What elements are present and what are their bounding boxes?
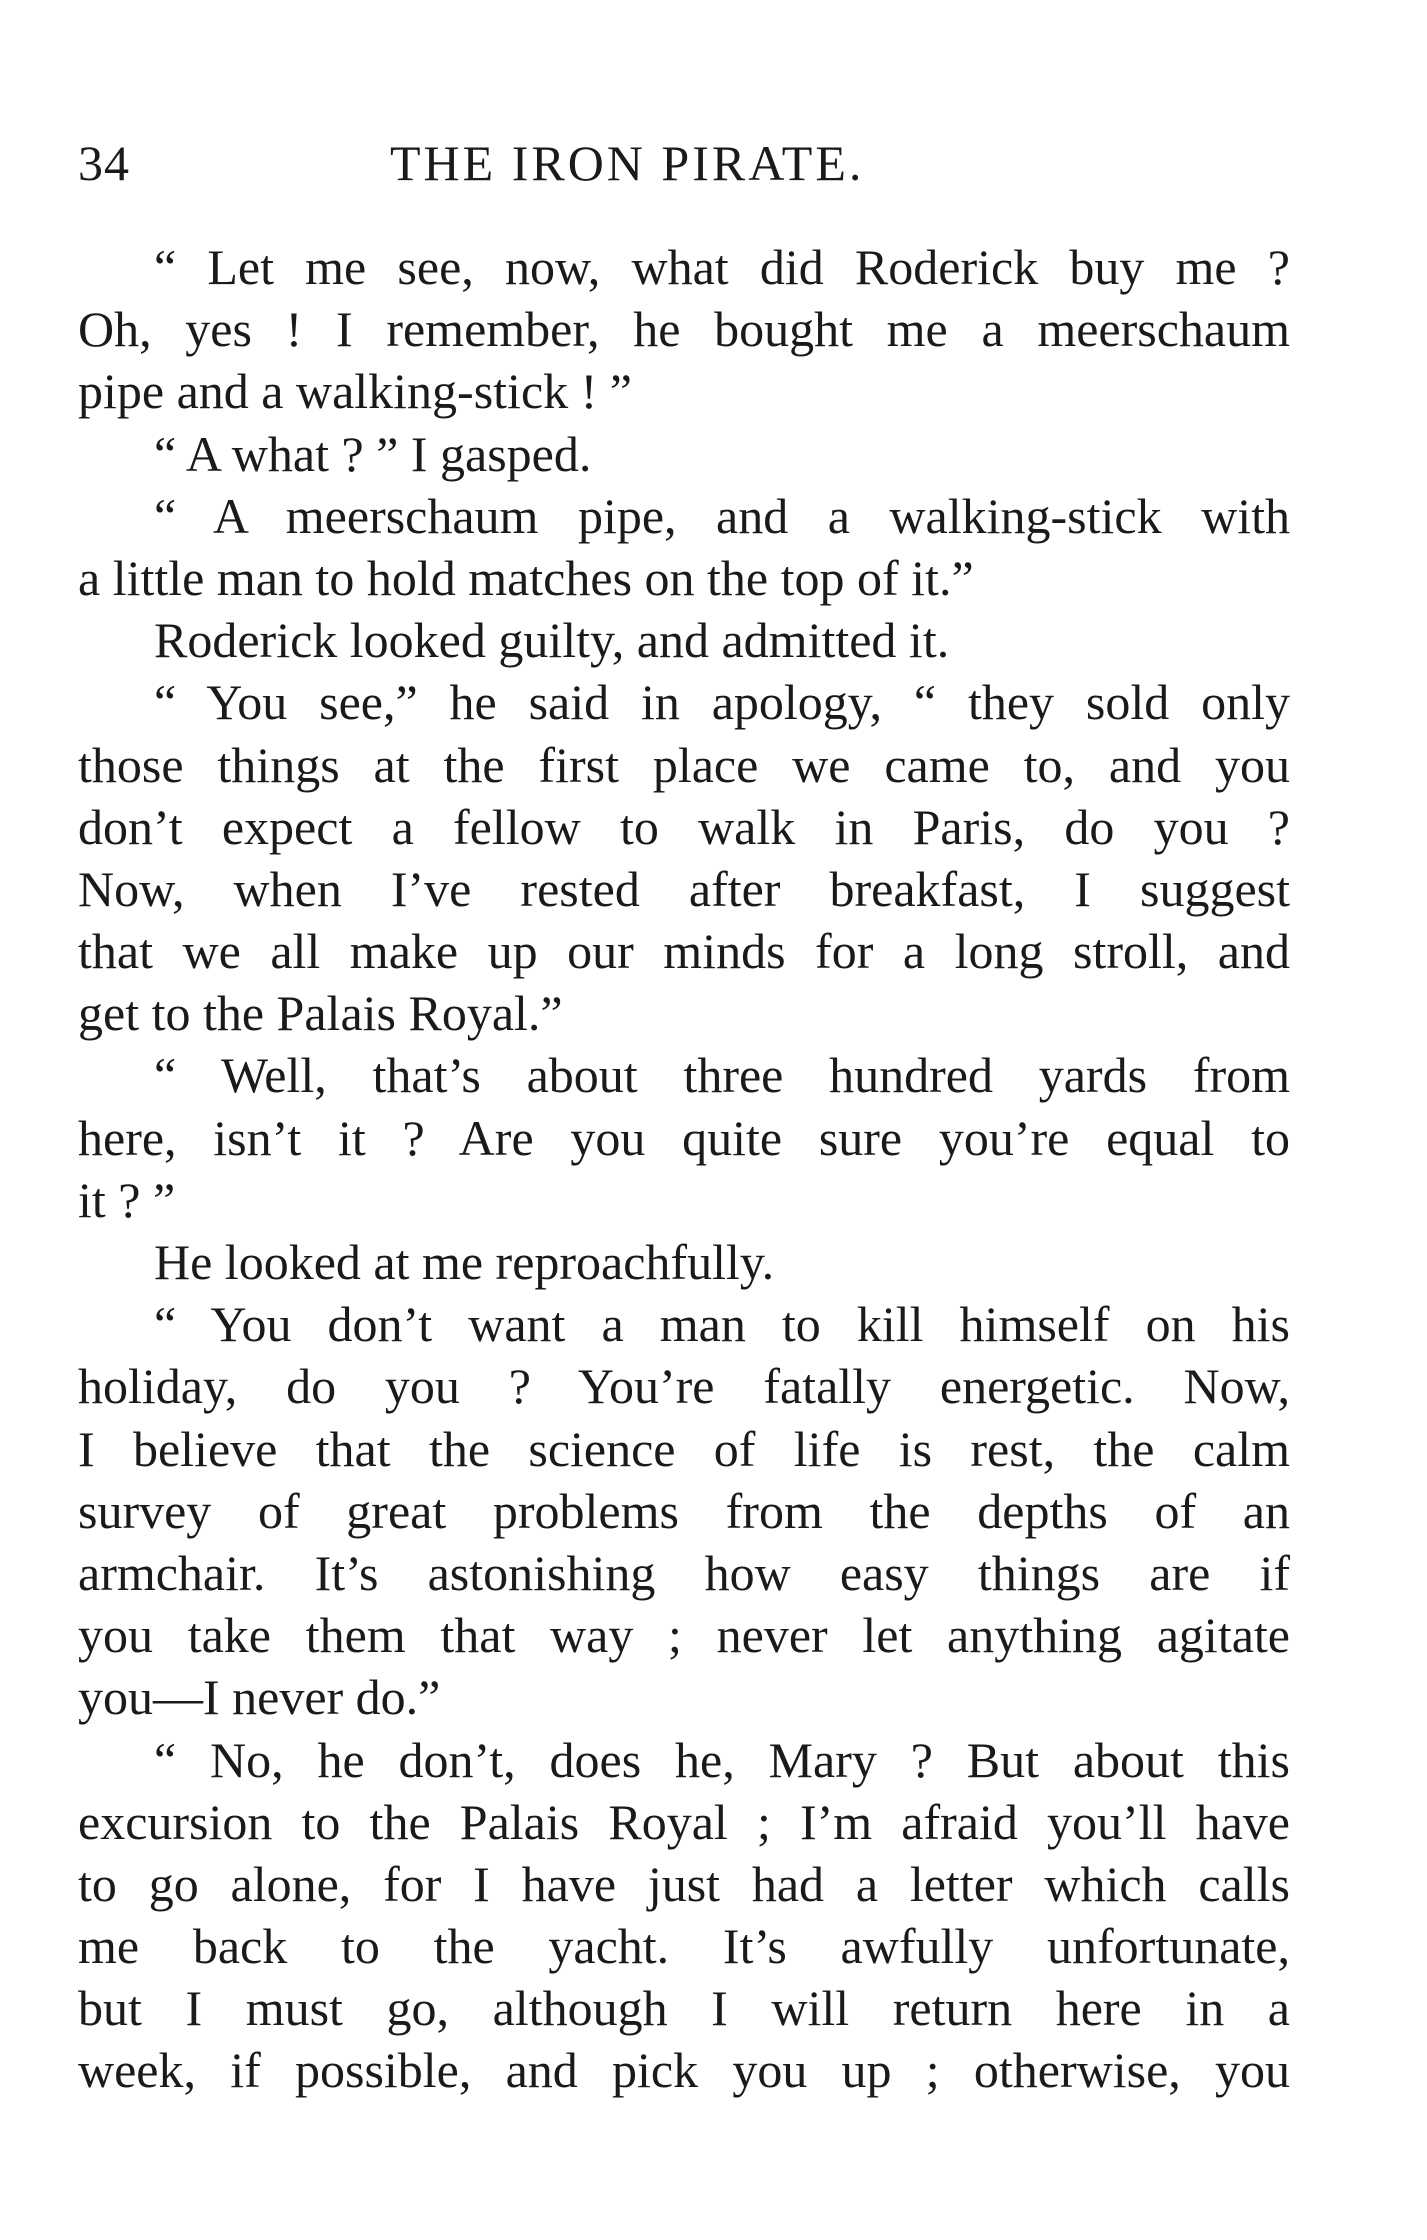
text-line: I believe that the science of life is rest, the calm: [78, 1420, 1290, 1477]
text-line: “ Let me see, now, what did Roderick buy me ?: [154, 239, 1290, 295]
body-text: [78, 236, 1290, 2102]
text-line: me back to the yacht. It’s awfully unfortunate,: [78, 1918, 1290, 1975]
text-line: “ A meerschaum pipe, and a walking-stick with: [154, 487, 1290, 544]
text-line: those things at the first place we came to, and you: [78, 736, 1290, 793]
text-line: but I must go, although I will return here in a: [78, 1980, 1290, 2037]
text-line: week, if possible, and pick you up ; otherwise, you: [78, 2042, 1290, 2099]
text-line: a little man to hold matches on the top of it.”: [78, 549, 974, 606]
text-line: you—I never do.”: [78, 1669, 441, 1726]
text-line: it ? ”: [78, 1171, 176, 1228]
text-line: that we all make up our minds for a long stroll, and: [78, 923, 1290, 980]
text-line: armchair. It’s astonishing how easy things are if: [78, 1544, 1290, 1601]
text-line: “ You don’t want a man to kill himself on his: [154, 1296, 1290, 1353]
text-line: Oh, yes ! I remember, he bought me a meerschaum: [78, 301, 1290, 358]
text-line: you take them that way ; never let anything agitate: [78, 1607, 1290, 1664]
text-line: “ Well, that’s about three hundred yards from: [154, 1047, 1290, 1104]
text-line: get to the Palais Royal.”: [78, 985, 563, 1042]
text-line: here, isn’t it ? Are you quite sure you’re equal to: [78, 1109, 1290, 1166]
running-title: THE IRON PIRATE.: [390, 135, 865, 191]
text-line: “ No, he don’t, does he, Mary ? But about this: [154, 1731, 1290, 1788]
text-line: don’t expect a fellow to walk in Paris, do you ?: [78, 798, 1290, 855]
page-number: 34: [78, 135, 130, 191]
text-line: excursion to the Palais Royal ; I’m afraid you’ll have: [78, 1793, 1290, 1850]
text-line: pipe and a walking-stick ! ”: [78, 363, 632, 420]
page-header: [78, 128, 1298, 198]
text-line: survey of great problems from the depths of an: [78, 1482, 1290, 1539]
text-line: “ A what ? ” I gasped.: [154, 425, 592, 482]
text-line: He looked at me reproachfully.: [154, 1234, 775, 1290]
text-line: Now, when I’ve rested after breakfast, I suggest: [78, 860, 1290, 917]
text-line: holiday, do you ? You’re fatally energetic. Now,: [78, 1358, 1290, 1415]
text-line: Roderick looked guilty, and admitted it.: [154, 612, 950, 669]
text-line: “ You see,” he said in apology, “ they sold only: [154, 674, 1290, 731]
text-line: to go alone, for I have just had a letter which calls: [78, 1855, 1290, 1912]
